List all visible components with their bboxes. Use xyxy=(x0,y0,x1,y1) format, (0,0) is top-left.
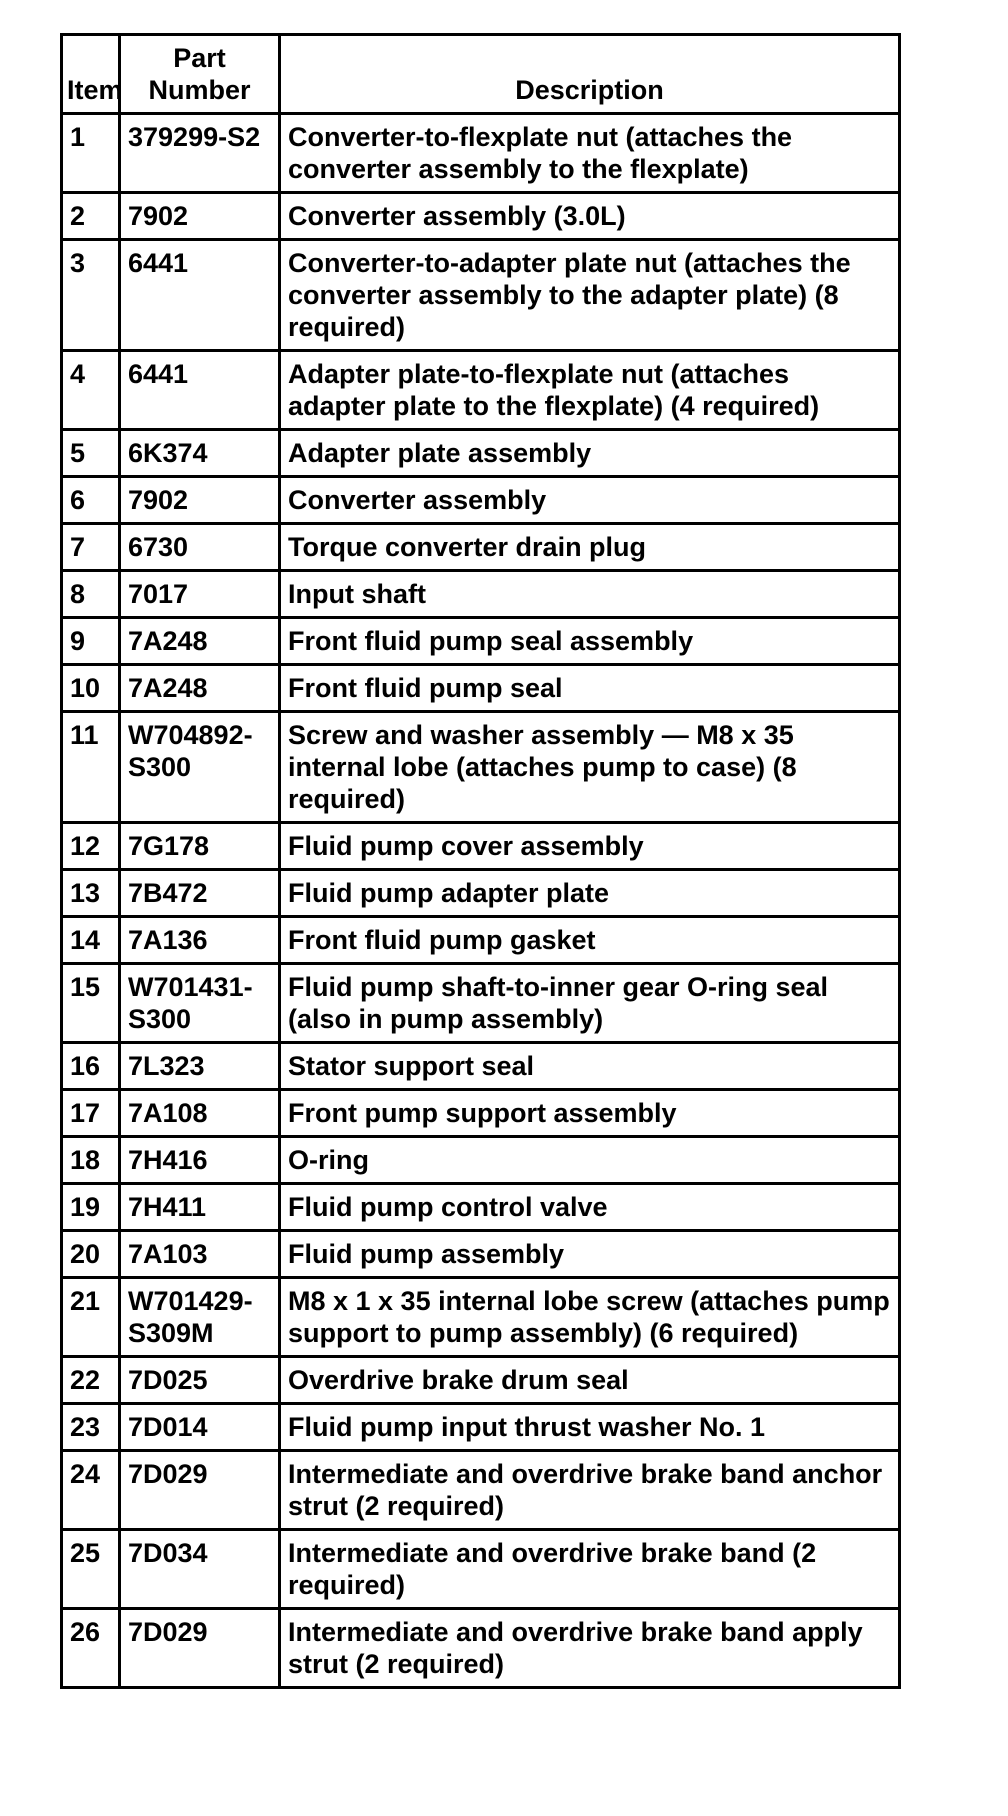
part-number-cell: W701431-S300 xyxy=(120,964,280,1043)
description-cell: Converter assembly xyxy=(280,477,900,524)
table-row xyxy=(62,618,900,665)
part-number-cell: 7D034 xyxy=(120,1530,280,1609)
description-cell: Fluid pump assembly xyxy=(280,1231,900,1278)
item-cell: 2 xyxy=(62,193,120,240)
part-number-cell: 7902 xyxy=(120,193,280,240)
item-cell: 20 xyxy=(62,1231,120,1278)
item-cell: 23 xyxy=(62,1404,120,1451)
table-header xyxy=(62,35,900,114)
part-number-cell: 6K374 xyxy=(120,430,280,477)
item-cell: 8 xyxy=(62,571,120,618)
part-number-cell: 7D014 xyxy=(120,1404,280,1451)
item-cell: 25 xyxy=(62,1530,120,1609)
part-number-cell: 7017 xyxy=(120,571,280,618)
item-cell: 21 xyxy=(62,1278,120,1357)
table-row xyxy=(62,1043,900,1090)
part-number-cell: 7A108 xyxy=(120,1090,280,1137)
table-row xyxy=(62,193,900,240)
part-number-cell: 7G178 xyxy=(120,823,280,870)
description-cell: Intermediate and overdrive brake band (2 required) xyxy=(280,1530,900,1609)
item-cell: 18 xyxy=(62,1137,120,1184)
table-row xyxy=(62,964,900,1043)
part-number-cell: 7902 xyxy=(120,477,280,524)
description-cell: Fluid pump control valve xyxy=(280,1184,900,1231)
item-cell: 7 xyxy=(62,524,120,571)
part-number-cell: 379299-S2 xyxy=(120,114,280,193)
parts-table xyxy=(60,33,901,1689)
description-cell: Front fluid pump gasket xyxy=(280,917,900,964)
table-row xyxy=(62,1231,900,1278)
item-cell: 14 xyxy=(62,917,120,964)
table-row xyxy=(62,665,900,712)
description-cell: O-ring xyxy=(280,1137,900,1184)
table-row xyxy=(62,712,900,823)
part-number-cell: 6441 xyxy=(120,351,280,430)
description-cell: Adapter plate assembly xyxy=(280,430,900,477)
description-cell: Fluid pump adapter plate xyxy=(280,870,900,917)
item-cell: 4 xyxy=(62,351,120,430)
table-row xyxy=(62,430,900,477)
description-cell: Intermediate and overdrive brake band apply strut (2 required) xyxy=(280,1609,900,1688)
part-number-cell: 7D025 xyxy=(120,1357,280,1404)
table-row xyxy=(62,240,900,351)
part-number-cell: W704892-S300 xyxy=(120,712,280,823)
part-number-cell: 7H416 xyxy=(120,1137,280,1184)
description-cell: Adapter plate-to-flexplate nut (attaches adapter plate to the flexplate) (4 required) xyxy=(280,351,900,430)
item-cell: 16 xyxy=(62,1043,120,1090)
item-cell: 13 xyxy=(62,870,120,917)
table-row xyxy=(62,351,900,430)
description-cell: Fluid pump cover assembly xyxy=(280,823,900,870)
description-cell: Screw and washer assembly — M8 x 35 internal lobe (attaches pump to case) (8 required) xyxy=(280,712,900,823)
part-number-cell: 7L323 xyxy=(120,1043,280,1090)
table-row xyxy=(62,1530,900,1609)
item-cell: 9 xyxy=(62,618,120,665)
item-cell: 15 xyxy=(62,964,120,1043)
description-cell: Fluid pump shaft-to-inner gear O-ring seal (also in pump assembly) xyxy=(280,964,900,1043)
part-number-cell: 7A248 xyxy=(120,618,280,665)
part-number-cell: 7A136 xyxy=(120,917,280,964)
item-cell: 12 xyxy=(62,823,120,870)
table-row xyxy=(62,1278,900,1357)
table-body xyxy=(62,114,900,1688)
part-number-cell: W701429-S309M xyxy=(120,1278,280,1357)
item-cell: 22 xyxy=(62,1357,120,1404)
table-row xyxy=(62,917,900,964)
description-cell: M8 x 1 x 35 internal lobe screw (attaches pump support to pump assembly) (6 required) xyxy=(280,1278,900,1357)
description-cell: Input shaft xyxy=(280,571,900,618)
table-row xyxy=(62,524,900,571)
table-row xyxy=(62,1184,900,1231)
item-cell: 10 xyxy=(62,665,120,712)
part-number-cell: 7D029 xyxy=(120,1609,280,1688)
table-row xyxy=(62,1357,900,1404)
description-cell: Front pump support assembly xyxy=(280,1090,900,1137)
table-row xyxy=(62,823,900,870)
item-cell: 3 xyxy=(62,240,120,351)
item-cell: 1 xyxy=(62,114,120,193)
table-row xyxy=(62,1404,900,1451)
part-number-cell: 6730 xyxy=(120,524,280,571)
table-row xyxy=(62,114,900,193)
item-cell: 24 xyxy=(62,1451,120,1530)
table-row xyxy=(62,571,900,618)
item-cell: 19 xyxy=(62,1184,120,1231)
part-number-cell: 7A103 xyxy=(120,1231,280,1278)
table-row xyxy=(62,1137,900,1184)
description-cell: Converter assembly (3.0L) xyxy=(280,193,900,240)
part-number-cell: 6441 xyxy=(120,240,280,351)
part-number-cell: 7A248 xyxy=(120,665,280,712)
description-cell: Intermediate and overdrive brake band anchor strut (2 required) xyxy=(280,1451,900,1530)
table-row xyxy=(62,1090,900,1137)
table-row xyxy=(62,1609,900,1688)
part-number-cell: 7B472 xyxy=(120,870,280,917)
part-number-cell: 7D029 xyxy=(120,1451,280,1530)
header-item: Item xyxy=(62,35,120,114)
item-cell: 26 xyxy=(62,1609,120,1688)
description-cell: Front fluid pump seal xyxy=(280,665,900,712)
item-cell: 6 xyxy=(62,477,120,524)
header-part-number: Part Number xyxy=(120,35,280,114)
description-cell: Front fluid pump seal assembly xyxy=(280,618,900,665)
item-cell: 11 xyxy=(62,712,120,823)
description-cell: Fluid pump input thrust washer No. 1 xyxy=(280,1404,900,1451)
item-cell: 17 xyxy=(62,1090,120,1137)
header-description: Description xyxy=(280,35,900,114)
item-cell: 5 xyxy=(62,430,120,477)
table-row xyxy=(62,1451,900,1530)
part-number-cell: 7H411 xyxy=(120,1184,280,1231)
description-cell: Torque converter drain plug xyxy=(280,524,900,571)
table-row xyxy=(62,477,900,524)
table-row xyxy=(62,870,900,917)
description-cell: Converter-to-flexplate nut (attaches the converter assembly to the flexplate) xyxy=(280,114,900,193)
header-row xyxy=(62,35,900,114)
description-cell: Overdrive brake drum seal xyxy=(280,1357,900,1404)
description-cell: Converter-to-adapter plate nut (attaches the converter assembly to the adapter plate) (8 required) xyxy=(280,240,900,351)
description-cell: Stator support seal xyxy=(280,1043,900,1090)
